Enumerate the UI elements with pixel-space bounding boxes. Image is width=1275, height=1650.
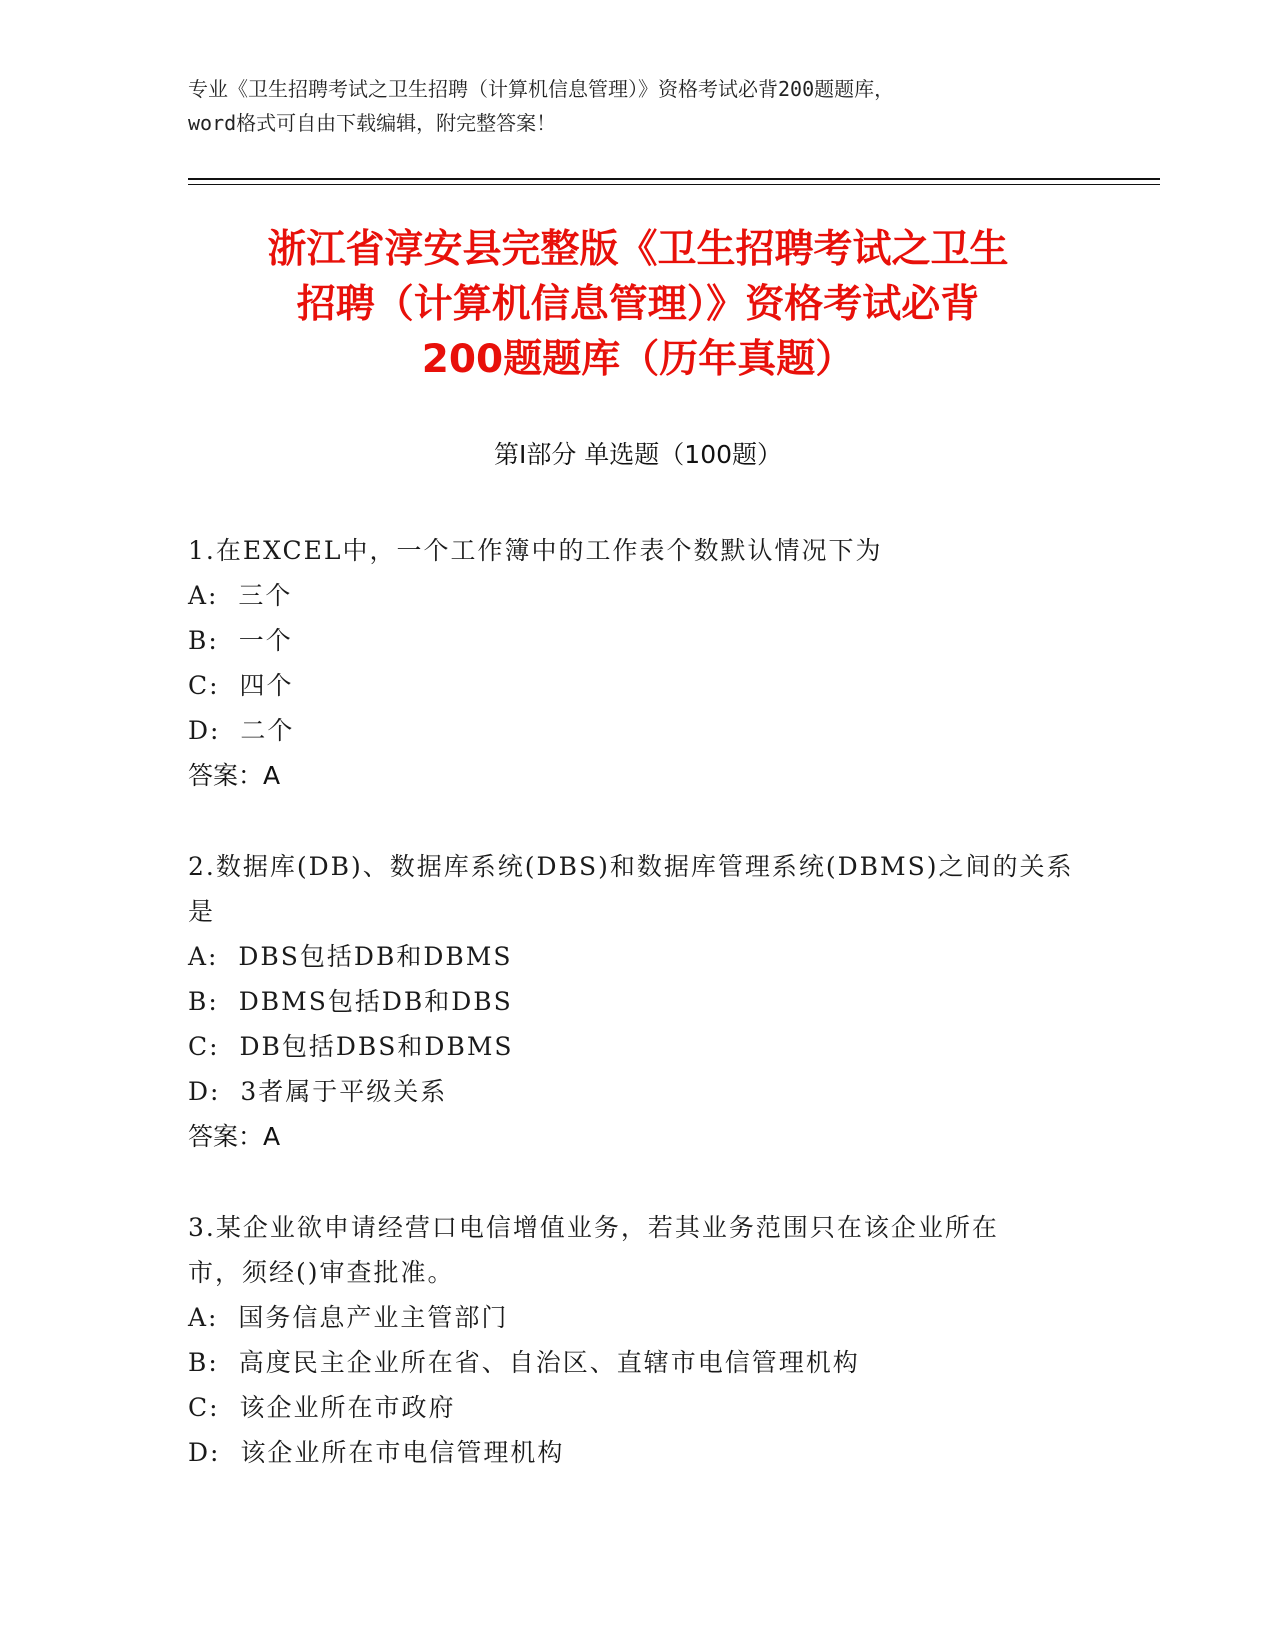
- option-a: A: 国务信息产业主管部门: [188, 1303, 509, 1332]
- option-c: C: 该企业所在市政府: [188, 1393, 456, 1422]
- option-a: A: 三个: [188, 581, 293, 610]
- section-heading: 第Ⅰ部分 单选题（100题）: [493, 440, 783, 469]
- question-3: [188, 1205, 1088, 1475]
- option-b: B: DBMS包括DB和DBS: [188, 987, 513, 1016]
- document-title: [188, 222, 1088, 387]
- header-note-line-2: word格式可自由下载编辑，附完整答案！: [188, 111, 557, 135]
- document-title-line-2: 招聘（计算机信息管理）》资格考试必背: [296, 282, 980, 327]
- header-rule-bottom: [188, 184, 1160, 185]
- header-rule-top: [188, 178, 1160, 180]
- question-list: [188, 528, 1088, 1521]
- question-stem-continued: 是: [188, 897, 216, 926]
- question-stem: 3.某企业欲申请经营口电信增值业务，若其业务范围只在该企业所在: [188, 1213, 999, 1242]
- header-note: [188, 72, 1088, 140]
- question-1: [188, 528, 1088, 798]
- option-b: B: 高度民主企业所在省、自治区、直辖市电信管理机构: [188, 1348, 860, 1377]
- option-d: D: 二个: [188, 716, 295, 745]
- option-c: C: 四个: [188, 671, 294, 700]
- option-a: A: DBS包括DB和DBMS: [188, 942, 513, 971]
- document-title-line-1: 浙江省淳安县完整版《卫生招聘考试之卫生: [267, 227, 1009, 272]
- option-c: C: DB包括DBS和DBMS: [188, 1032, 514, 1061]
- question-stem-continued: 市，须经()审查批准。: [188, 1258, 455, 1287]
- question-stem: 2.数据库(DB)、数据库系统(DBS)和数据库管理系统(DBMS)之间的关系: [188, 852, 1074, 881]
- document-title-line-3: 200题题库（历年真题）: [421, 337, 855, 382]
- answer: 答案：A: [188, 1122, 281, 1151]
- option-b: B: 一个: [188, 626, 293, 655]
- question-stem: 1.在EXCEL中，一个工作簿中的工作表个数默认情况下为: [188, 536, 883, 565]
- header-note-line-1: 专业《卫生招聘考试之卫生招聘（计算机信息管理）》资格考试必背200题题库，: [188, 77, 895, 101]
- option-d: D: 3者属于平级关系: [188, 1077, 448, 1106]
- answer: 答案：A: [188, 761, 281, 790]
- question-2: [188, 844, 1088, 1159]
- option-d: D: 该企业所在市电信管理机构: [188, 1438, 565, 1467]
